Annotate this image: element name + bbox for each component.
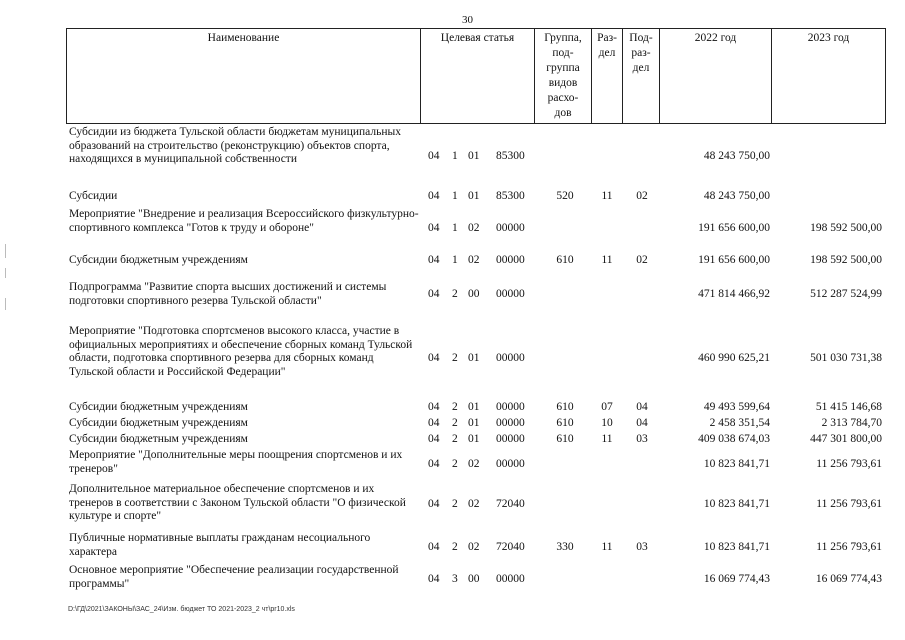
amount-2022: 191 656 600,00 [698,222,770,234]
target-code-part2: 2 [452,352,458,364]
amount-2022: 471 814 466,92 [698,288,770,300]
row-name: Мероприятие "Внедрение и реализация Всероссийского физкультурно-спортивного комплекса "Готов к труду и обороне" [69,208,419,234]
target-code-part3: 01 [468,190,480,202]
target-code-part3: 01 [468,417,480,429]
group-code: 330 [556,541,574,553]
group-code: 610 [556,254,574,266]
header-name: Наименование [207,32,280,44]
row-name: Дополнительное материальное обеспечение спортсменов и их тренеров в соответствии с Законом Тульской области "О физической культуре и спорте" [69,483,406,522]
amount-2023: 11 256 793,61 [816,498,882,510]
row-name: Мероприятие "Дополнительные меры поощрения спортсменов и их тренеров" [69,449,403,475]
amount-2023: 198 592 500,00 [810,222,882,234]
target-code-part4: 00000 [496,573,525,585]
section-code: 10 [601,417,613,429]
target-code-part3: 02 [468,222,480,234]
target-code-part1: 04 [428,433,440,445]
subsection-code: 03 [636,541,648,553]
target-code-part1: 04 [428,254,440,266]
target-code-part4: 00000 [496,417,525,429]
amount-2022: 48 243 750,00 [703,150,770,162]
subsection-code: 04 [636,401,648,413]
amount-2023: 11 256 793,61 [816,458,882,470]
target-code-part4: 00000 [496,401,525,413]
amount-2022: 10 823 841,71 [703,458,770,470]
target-code-part1: 04 [428,541,440,553]
margin-mark [5,244,6,258]
page-number: 30 [462,14,473,26]
target-code-part1: 04 [428,222,440,234]
target-code-part3: 02 [468,458,480,470]
target-code-part4: 00000 [496,288,525,300]
amount-2023: 16 069 774,43 [815,573,882,585]
target-code-part1: 04 [428,458,440,470]
target-code-part2: 1 [452,254,458,266]
target-code-part1: 04 [428,150,440,162]
amount-2022: 191 656 600,00 [698,254,770,266]
target-code-part3: 01 [468,150,480,162]
target-code-part4: 00000 [496,352,525,364]
subsection-code: 02 [636,190,648,202]
amount-2022: 10 823 841,71 [703,541,770,553]
file-path-footer: D:\ГД\2021\ЗАКОНЫ\ЗАС_24\Изм. бюджет ТО 2021-2023_2 чт\pr10.xls [68,606,295,613]
target-code-part2: 2 [452,417,458,429]
amount-2022: 48 243 750,00 [703,190,770,202]
target-code-part1: 04 [428,417,440,429]
row-name: Субсидии бюджетным учреждениям [69,417,248,429]
amount-2023: 501 030 731,38 [810,352,882,364]
target-code-part3: 01 [468,433,480,445]
row-name: Субсидии из бюджета Тульской области бюджетам муниципальных образований на строительство (реконструкцию) объектов спорта, находящихся в муниципальной собственности [69,126,401,165]
group-code: 610 [556,417,574,429]
target-code-part3: 02 [468,254,480,266]
amount-2023: 2 313 784,70 [821,417,882,429]
target-code-part4: 72040 [496,498,525,510]
amount-2022: 409 038 674,03 [698,433,770,445]
target-code-part1: 04 [428,498,440,510]
section-code: 11 [601,254,613,266]
target-code-part4: 00000 [496,433,525,445]
row-name: Основное мероприятие "Обеспечение реализации государственной программы" [69,564,399,590]
target-code-part2: 3 [452,573,458,585]
target-code-part1: 04 [428,190,440,202]
amount-2022: 16 069 774,43 [703,573,770,585]
header-target: Целевая статья [440,32,515,44]
target-code-part4: 00000 [496,254,525,266]
group-code: 520 [556,190,574,202]
amount-2022: 49 493 599,64 [703,401,770,413]
amount-2023: 11 256 793,61 [816,541,882,553]
target-code-part4: 85300 [496,150,525,162]
amount-2022: 460 990 625,21 [698,352,770,364]
target-code-part2: 2 [452,498,458,510]
target-code-part4: 72040 [496,541,525,553]
header-group: Группа, под- группа видов расхо- дов [544,32,582,119]
section-code: 11 [601,541,613,553]
target-code-part1: 04 [428,573,440,585]
subsection-code: 03 [636,433,648,445]
target-code-part1: 04 [428,288,440,300]
section-code: 11 [601,190,613,202]
subsection-code: 02 [636,254,648,266]
row-name: Подпрограмма "Развитие спорта высших достижений и системы подготовки спортивного резерва Тульской области" [69,281,387,307]
margin-mark [5,268,6,278]
row-name: Субсидии бюджетным учреждениям [69,401,248,413]
section-code: 07 [601,401,613,413]
header-2023: 2023 год [807,32,850,44]
target-code-part3: 00 [468,288,480,300]
target-code-part2: 1 [452,150,458,162]
header-section: Раз- дел [597,32,617,59]
target-code-part4: 00000 [496,222,525,234]
header-2022: 2022 год [694,32,737,44]
target-code-part1: 04 [428,401,440,413]
group-code: 610 [556,401,574,413]
row-name: Мероприятие "Подготовка спортсменов высокого класса, участие в официальных мероприятиях и обеспечение сборных команд Тульской области, подготовка спортивного резерва для сборных команд Тульской области и Российской Федерации" [69,325,413,378]
amount-2023: 512 287 524,99 [810,288,882,300]
target-code-part2: 1 [452,222,458,234]
row-name: Публичные нормативные выплаты гражданам несоциального характера [69,532,371,558]
target-code-part2: 2 [452,288,458,300]
target-code-part3: 01 [468,401,480,413]
section-code: 11 [601,433,613,445]
amount-2023: 447 301 800,00 [810,433,882,445]
amount-2022: 10 823 841,71 [703,498,770,510]
group-code: 610 [556,433,574,445]
amount-2023: 198 592 500,00 [810,254,882,266]
target-code-part2: 2 [452,433,458,445]
target-code-part4: 00000 [496,458,525,470]
target-code-part2: 2 [452,458,458,470]
amount-2022: 2 458 351,54 [709,417,770,429]
target-code-part3: 02 [468,498,480,510]
header-subsection: Под- раз- дел [629,32,653,74]
subsection-code: 04 [636,417,648,429]
row-name: Субсидии бюджетным учреждениям [69,433,248,445]
target-code-part3: 02 [468,541,480,553]
row-name: Субсидии бюджетным учреждениям [69,254,248,266]
table-header [66,28,886,124]
target-code-part4: 85300 [496,190,525,202]
target-code-part2: 2 [452,541,458,553]
target-code-part1: 04 [428,352,440,364]
target-code-part2: 2 [452,401,458,413]
row-name: Субсидии [69,190,118,202]
amount-2023: 51 415 146,68 [815,401,882,413]
margin-mark [5,298,6,310]
target-code-part2: 1 [452,190,458,202]
target-code-part3: 01 [468,352,480,364]
target-code-part3: 00 [468,573,480,585]
